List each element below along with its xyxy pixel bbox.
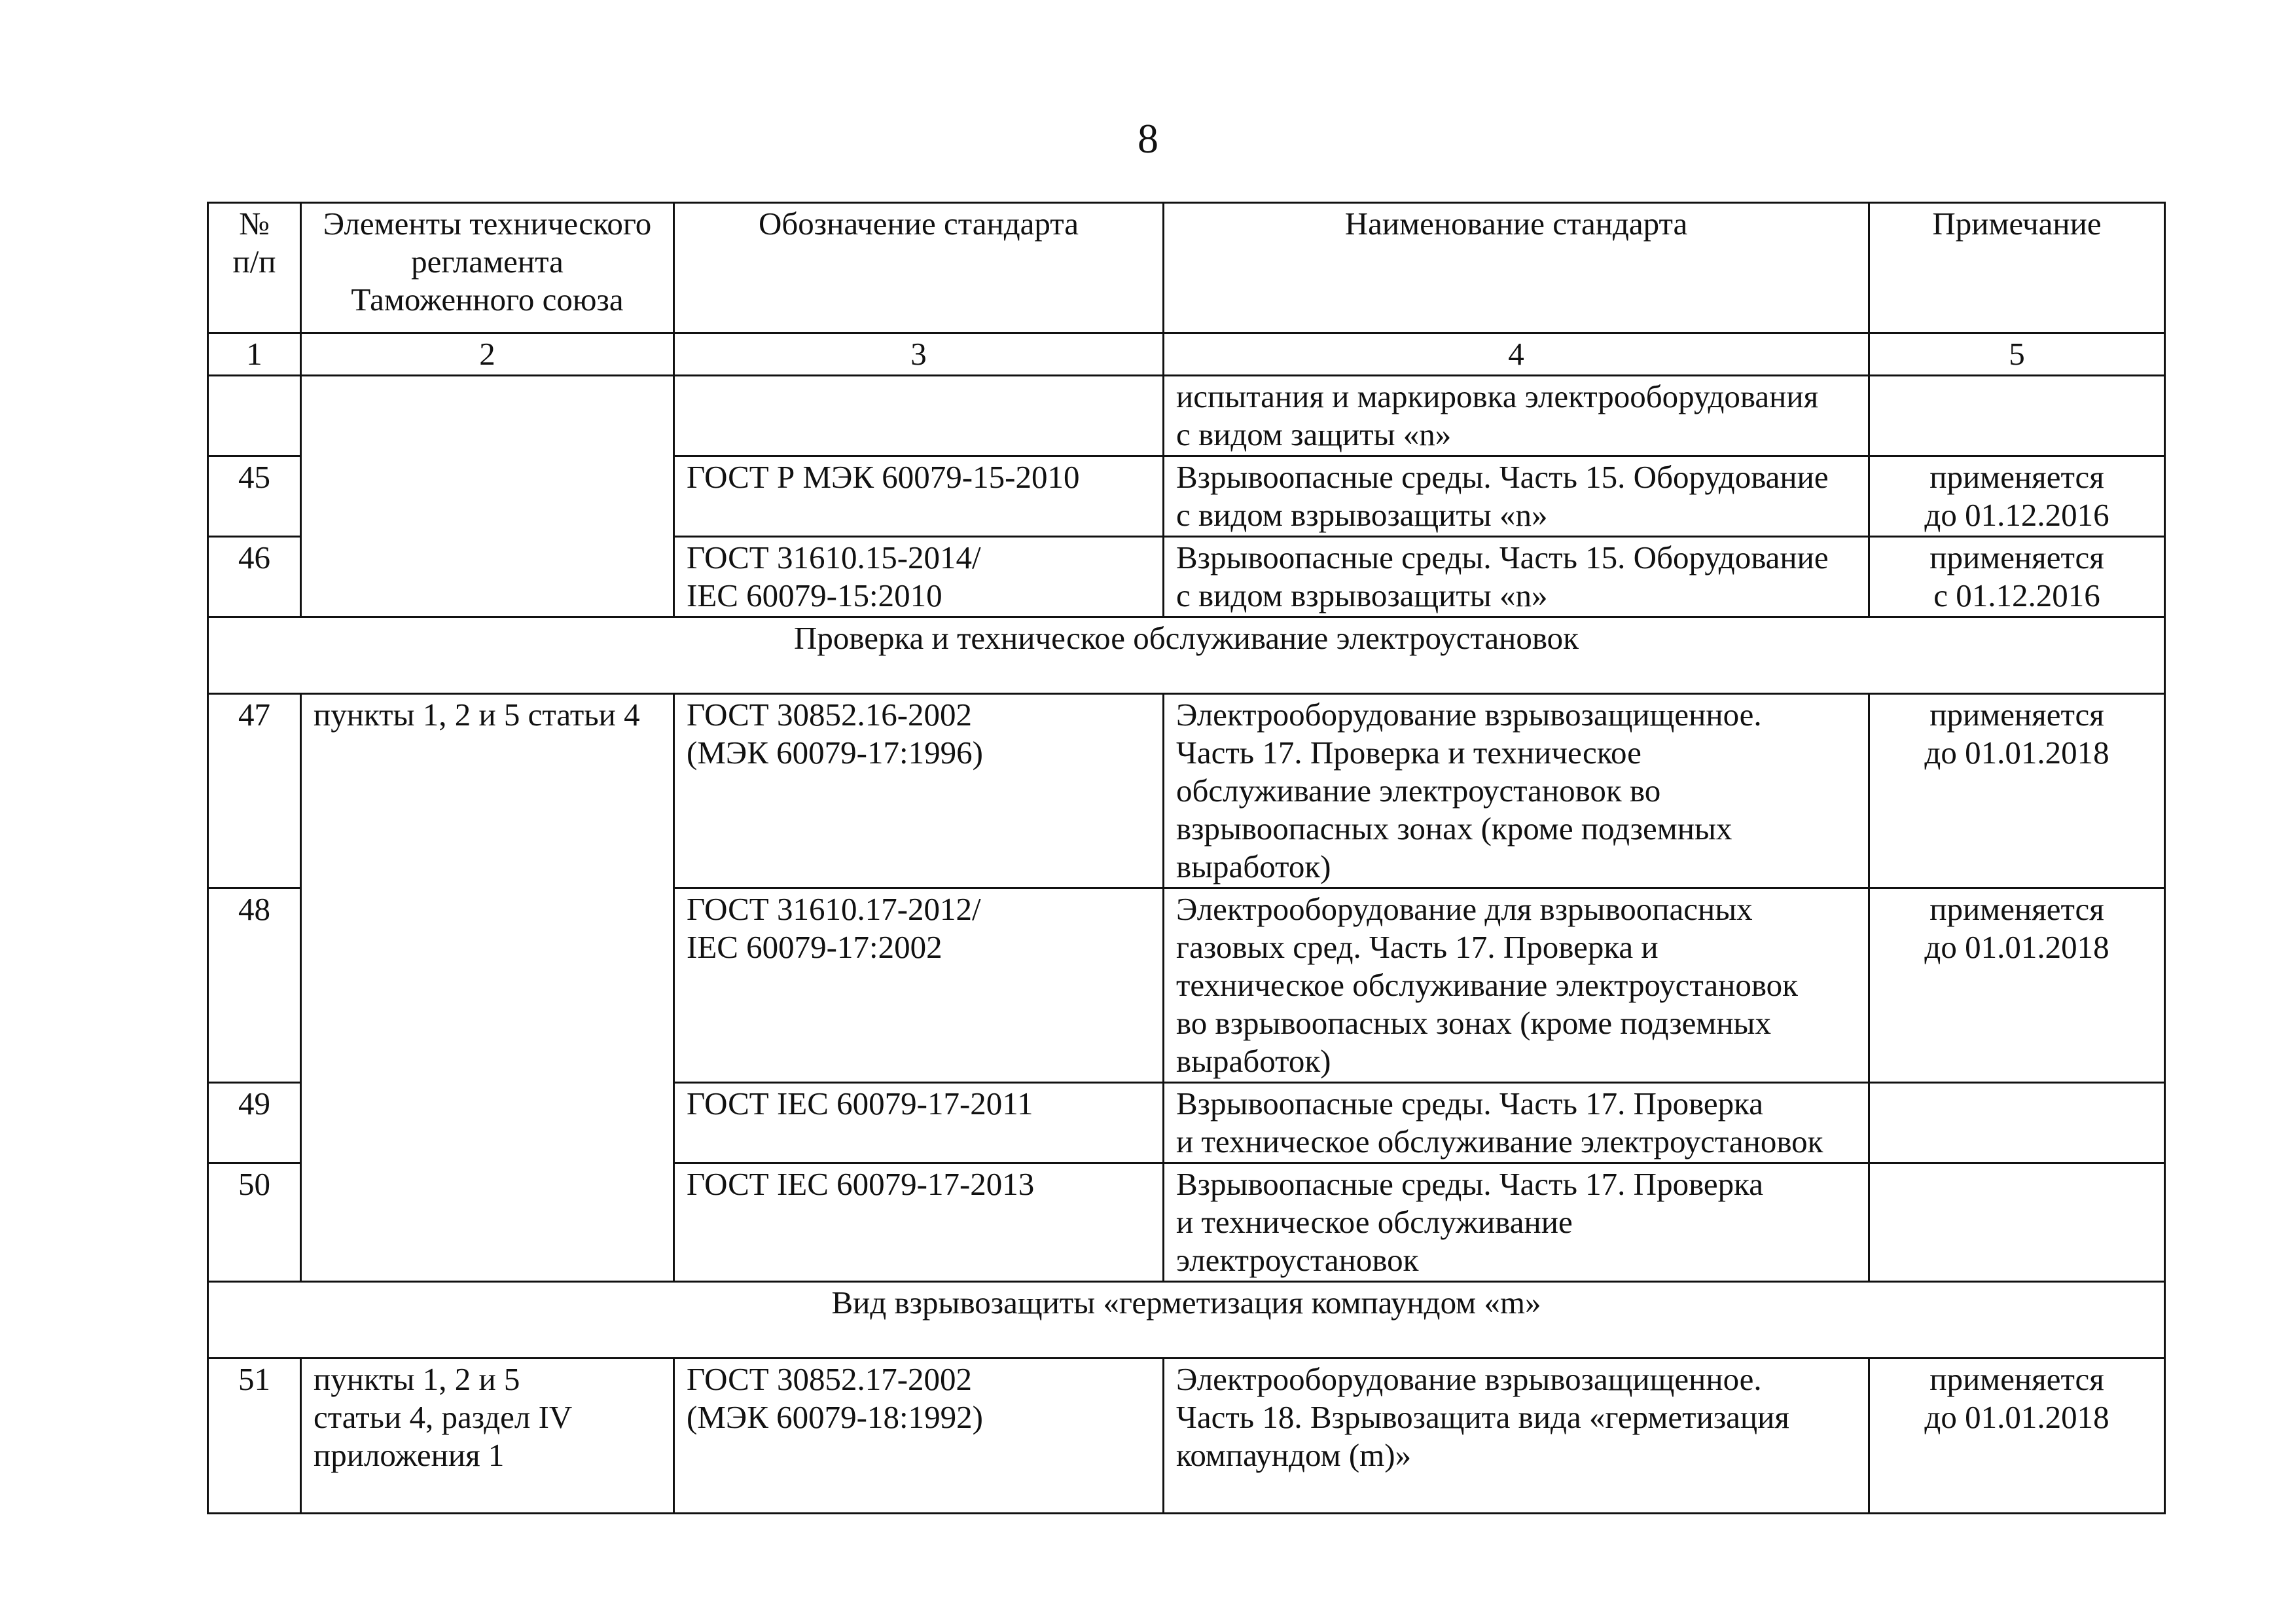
table-row (208, 1359, 2165, 1514)
section-heading: Проверка и техническое обслуживание электроустановок (208, 617, 2165, 694)
header-designation: Обозначение стандарта (674, 203, 1164, 333)
standards-table (207, 202, 2166, 1514)
row-num: 50 (208, 1163, 301, 1282)
column-number-row (208, 333, 2165, 376)
row-name: Взрывоопасные среды. Часть 15. Оборудование с видом взрывозащиты «n» (1164, 456, 1869, 537)
row-note: применяется до 01.01.2018 (1869, 1359, 2165, 1514)
row-note: применяется до 01.01.2018 (1869, 888, 2165, 1083)
row-designation: ГОСТ IEC 60079-17-2011 (674, 1083, 1164, 1163)
row-designation: ГОСТ 30852.16-2002 (МЭК 60079-17:1996) (674, 694, 1164, 888)
row-element (301, 376, 674, 617)
section-heading: Вид взрывозащиты «герметизация компаундом «m» (208, 1282, 2165, 1359)
row-num: 45 (208, 456, 301, 537)
row-name: Электрооборудование взрывозащищенное. Часть 18. Взрывозащита вида «герметизация компаундом (m)» (1164, 1359, 1869, 1514)
row-element: пункты 1, 2 и 5 статьи 4 (301, 694, 674, 1282)
header-row (208, 203, 2165, 333)
row-name: Электрооборудование для взрывоопасных газовых сред. Часть 17. Проверка и техническое обслуживание электроустановок во взрывоопасных зонах (кроме подземных выработок) (1164, 888, 1869, 1083)
page-number: 8 (1138, 115, 1158, 162)
row-num: 46 (208, 537, 301, 617)
row-name: испытания и маркировка электрооборудования с видом защиты «n» (1164, 376, 1869, 456)
header-element: Элементы технического регламента Таможенного союза (301, 203, 674, 333)
row-name: Взрывоопасные среды. Часть 15. Оборудование с видом взрывозащиты «n» (1164, 537, 1869, 617)
row-num: 47 (208, 694, 301, 888)
row-name: Взрывоопасные среды. Часть 17. Проверка и техническое обслуживание электроустановок (1164, 1083, 1869, 1163)
column-number: 3 (674, 333, 1164, 376)
row-designation: ГОСТ 31610.15-2014/ IEC 60079-15:2010 (674, 537, 1164, 617)
row-designation: ГОСТ IEC 60079-17-2013 (674, 1163, 1164, 1282)
table-row (208, 376, 2165, 456)
row-designation: ГОСТ 31610.17-2012/ IEC 60079-17:2002 (674, 888, 1164, 1083)
row-num: 49 (208, 1083, 301, 1163)
row-name: Взрывоопасные среды. Часть 17. Проверка и техническое обслуживание электроустановок (1164, 1163, 1869, 1282)
row-note: применяется до 01.01.2018 (1869, 694, 2165, 888)
header-name: Наименование стандарта (1164, 203, 1869, 333)
section-heading-row (208, 617, 2165, 694)
column-number: 2 (301, 333, 674, 376)
row-note: применяется с 01.12.2016 (1869, 537, 2165, 617)
row-num (208, 376, 301, 456)
header-note: Примечание (1869, 203, 2165, 333)
row-designation: ГОСТ Р МЭК 60079-15-2010 (674, 456, 1164, 537)
column-number: 4 (1164, 333, 1869, 376)
row-note (1869, 1083, 2165, 1163)
row-note (1869, 376, 2165, 456)
column-number: 5 (1869, 333, 2165, 376)
header-num: № п/п (208, 203, 301, 333)
row-designation: ГОСТ 30852.17-2002 (МЭК 60079-18:1992) (674, 1359, 1164, 1514)
row-name: Электрооборудование взрывозащищенное. Часть 17. Проверка и техническое обслуживание электроустановок во взрывоопасных зонах (кроме подземных выработок) (1164, 694, 1869, 888)
row-element: пункты 1, 2 и 5 статьи 4, раздел IV приложения 1 (301, 1359, 674, 1514)
table-row (208, 694, 2165, 888)
row-designation (674, 376, 1164, 456)
row-num: 51 (208, 1359, 301, 1514)
row-note: применяется до 01.12.2016 (1869, 456, 2165, 537)
column-number: 1 (208, 333, 301, 376)
section-heading-row (208, 1282, 2165, 1359)
row-note (1869, 1163, 2165, 1282)
row-num: 48 (208, 888, 301, 1083)
